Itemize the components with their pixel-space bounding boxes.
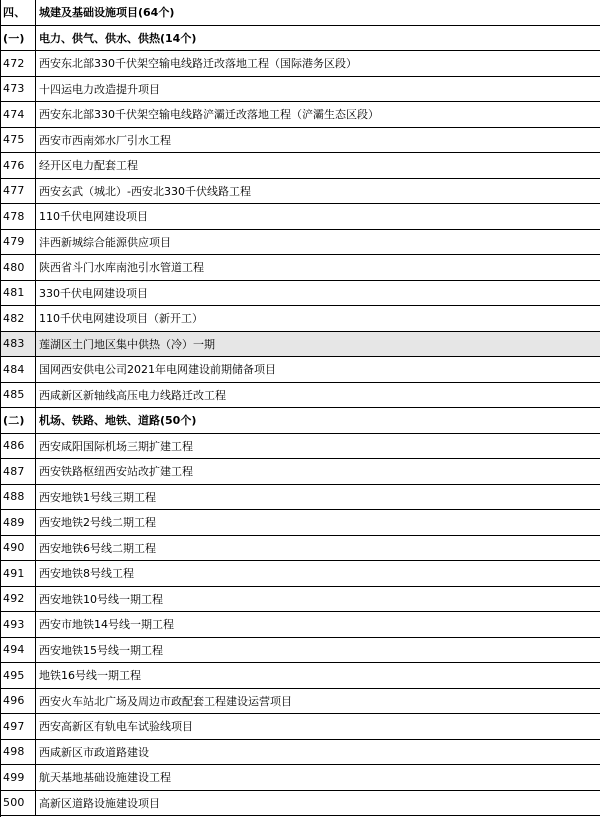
row-number: 493 [1,612,36,638]
project-name: 西安市西南郊水厂引水工程 [36,127,600,153]
table-row [1,739,600,765]
section-number: (一) [1,25,36,51]
row-number: 482 [1,306,36,332]
project-name: 十四运电力改造提升项目 [36,76,600,102]
table-row [1,382,600,408]
project-name: 西安东北部330千伏架空输电线路浐灞迁改落地工程（浐灞生态区段） [36,102,600,128]
row-number: 488 [1,484,36,510]
table-row [1,51,600,77]
table-row [1,688,600,714]
row-number: 492 [1,586,36,612]
table-row [1,178,600,204]
table-row [1,637,600,663]
section-header-row [1,408,600,434]
row-number: 500 [1,790,36,816]
row-number: 479 [1,229,36,255]
row-number: 494 [1,637,36,663]
row-number: 491 [1,561,36,587]
table-row [1,433,600,459]
row-number: 489 [1,510,36,536]
table-row [1,357,600,383]
table-row [1,586,600,612]
row-number: 475 [1,127,36,153]
row-number: 486 [1,433,36,459]
row-number: 485 [1,382,36,408]
project-name: 地铁16号线一期工程 [36,663,600,689]
row-number: 477 [1,178,36,204]
table-row [1,765,600,791]
project-name: 西安玄武（城北）-西安北330千伏线路工程 [36,178,600,204]
project-name: 陕西省斗门水库南池引水管道工程 [36,255,600,281]
table-row [1,306,600,332]
row-number: 483 [1,331,36,357]
row-number: 480 [1,255,36,281]
row-number: 499 [1,765,36,791]
project-name: 国网西安供电公司2021年电网建设前期储备项目 [36,357,600,383]
row-number: 474 [1,102,36,128]
table-row [1,484,600,510]
table-row [1,790,600,816]
row-number: 495 [1,663,36,689]
project-name: 110千伏电网建设项目（新开工） [36,306,600,332]
table-row [1,255,600,281]
row-number: 484 [1,357,36,383]
row-number: 496 [1,688,36,714]
table-row [1,535,600,561]
project-name: 西安地铁2号线二期工程 [36,510,600,536]
project-name: 沣西新城综合能源供应项目 [36,229,600,255]
project-name: 西安地铁15号线一期工程 [36,637,600,663]
project-name: 西安东北部330千伏架空输电线路迁改落地工程（国际港务区段） [36,51,600,77]
project-name: 西安地铁1号线三期工程 [36,484,600,510]
project-table [1,0,600,816]
table-row [1,76,600,102]
table-row [1,714,600,740]
table-row [1,204,600,230]
table-row [1,102,600,128]
row-number: 498 [1,739,36,765]
project-name: 西安地铁8号线工程 [36,561,600,587]
row-number: 490 [1,535,36,561]
row-number: 481 [1,280,36,306]
project-name: 西咸新区新轴线高压电力线路迁改工程 [36,382,600,408]
table-row [1,331,600,357]
project-name: 经开区电力配套工程 [36,153,600,179]
project-name: 航天基地基础设施建设工程 [36,765,600,791]
row-number: 487 [1,459,36,485]
project-name: 莲湖区土门地区集中供热（冷）一期 [36,331,600,357]
project-name: 西安市地铁14号线一期工程 [36,612,600,638]
table-row [1,127,600,153]
table-row [1,229,600,255]
row-number: 476 [1,153,36,179]
row-number: 497 [1,714,36,740]
table-row [1,663,600,689]
table-row [1,561,600,587]
section-header-row [1,0,600,25]
project-name: 西安地铁10号线一期工程 [36,586,600,612]
section-title: 机场、铁路、地铁、道路(50个) [36,408,600,434]
project-name: 西安地铁6号线二期工程 [36,535,600,561]
project-name: 西安咸阳国际机场三期扩建工程 [36,433,600,459]
row-number: 473 [1,76,36,102]
project-name: 西咸新区市政道路建设 [36,739,600,765]
project-name: 西安火车站北广场及周边市政配套工程建设运营项目 [36,688,600,714]
project-name: 330千伏电网建设项目 [36,280,600,306]
project-name: 110千伏电网建设项目 [36,204,600,230]
section-number: (二) [1,408,36,434]
section-header-row [1,25,600,51]
section-number: 四、 [1,0,36,25]
table-row [1,510,600,536]
row-number: 478 [1,204,36,230]
table-row [1,612,600,638]
section-title: 城建及基础设施项目(64个) [36,0,600,25]
section-title: 电力、供气、供水、供热(14个) [36,25,600,51]
table-row [1,153,600,179]
table-row [1,280,600,306]
project-table-body [1,0,600,816]
project-name: 高新区道路设施建设项目 [36,790,600,816]
row-number: 472 [1,51,36,77]
table-row [1,459,600,485]
project-name: 西安高新区有轨电车试验线项目 [36,714,600,740]
project-name: 西安铁路枢纽西安站改扩建工程 [36,459,600,485]
